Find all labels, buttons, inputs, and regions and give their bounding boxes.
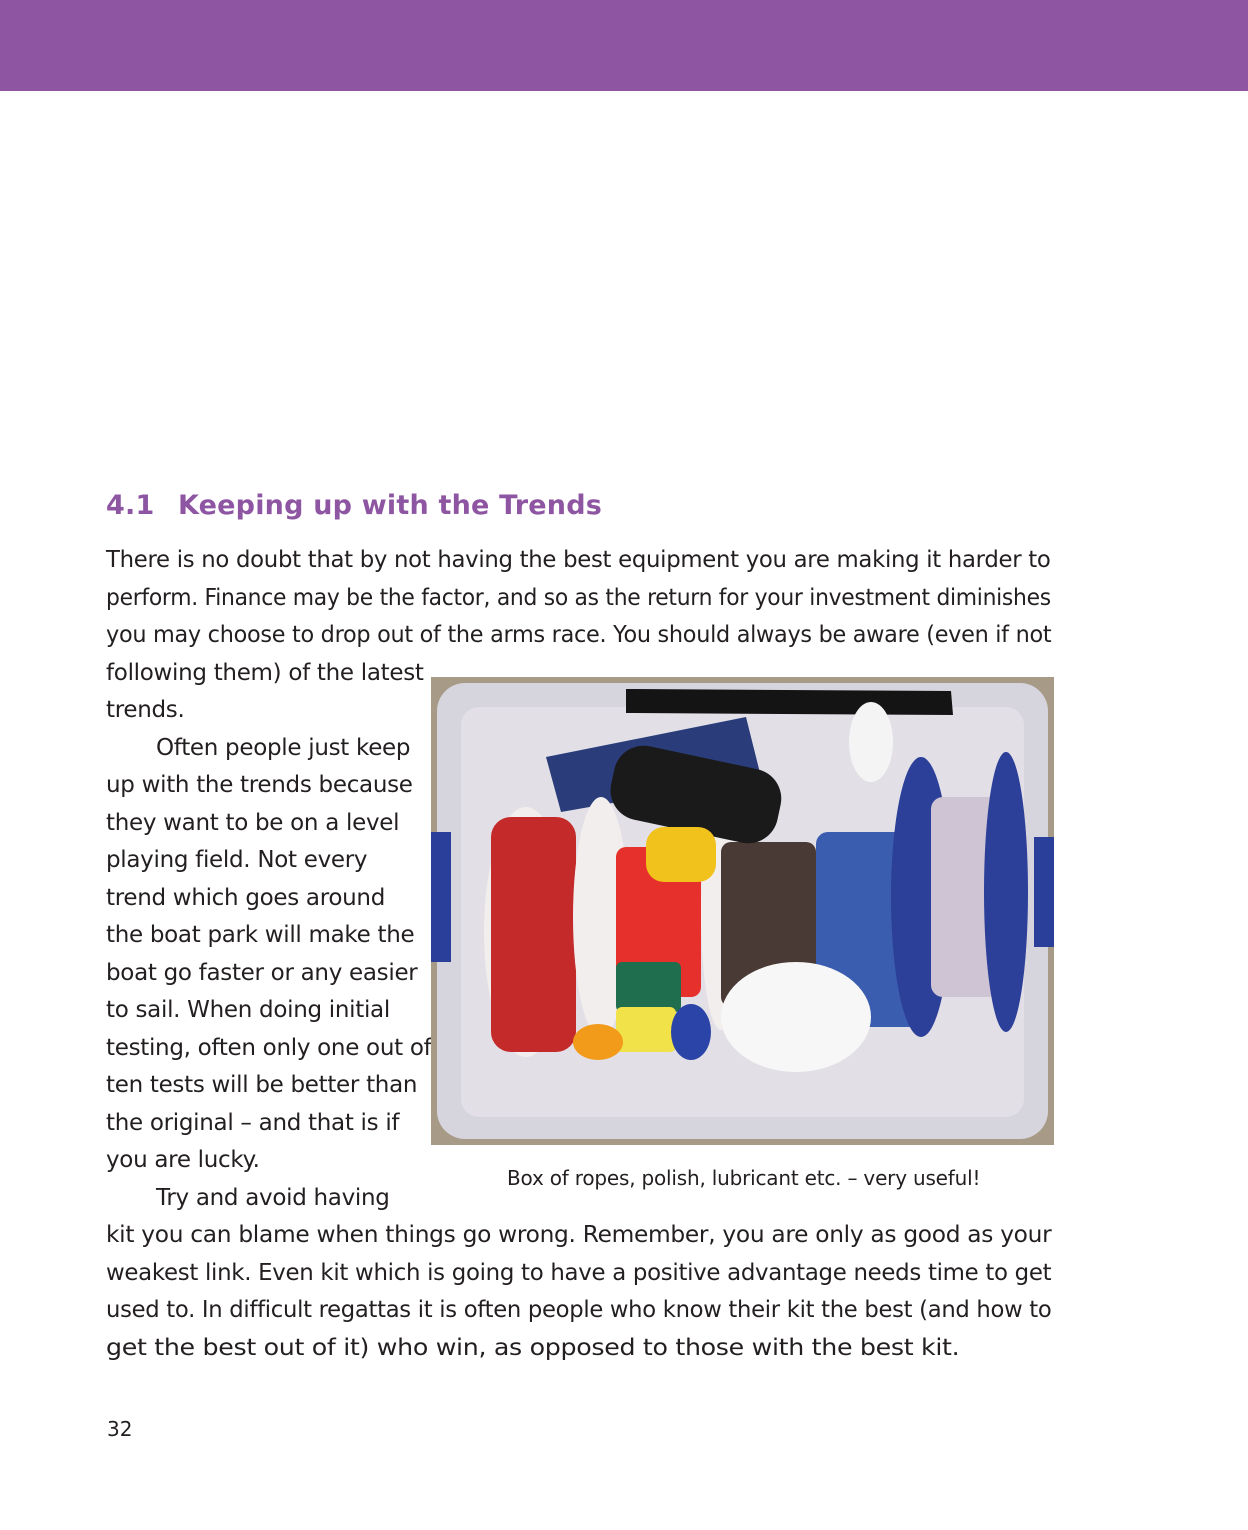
body-line: weakest link. Even kit which is going to have a positive advantage needs time to get [106,1260,1052,1286]
body-line: the boat park will make the [106,922,415,948]
section-heading [106,490,602,521]
body-line: following them) of the latest [106,660,424,686]
body-line: trend which goes around [106,885,386,911]
body-line: the original – and that is if [106,1110,400,1136]
photo-rope-box [431,677,1054,1145]
body-line: you may choose to drop out of the arms race. You should always be aware (even if not [106,622,1052,648]
body-line: kit you can blame when things go wrong. Remember, you are only as good as your [106,1222,1052,1248]
body-line: boat go faster or any easier [106,960,418,986]
header-color-band [0,0,1248,91]
body-line: you are lucky. [106,1147,260,1173]
body-line: trends. [106,697,185,723]
body-line: used to. In difficult regattas it is often people who know their kit the best (and how to [106,1297,1052,1323]
body-line: Try and avoid having [156,1185,390,1211]
body-line: There is no doubt that by not having the best equipment you are making it harder to [106,547,1051,573]
body-line: playing field. Not every [106,847,368,873]
page-number: 32 [107,1417,133,1441]
body-line: testing, often only one out of [106,1035,432,1061]
body-line: ten tests will be better than [106,1072,418,1098]
body-line: they want to be on a level [106,810,400,836]
section-title: Keeping up with the Trends [178,490,603,521]
body-line: Often people just keep [156,735,411,761]
rope-box-illustration [431,677,1054,1145]
figure-caption: Box of ropes, polish, lubricant etc. – very useful! [507,1166,981,1190]
section-number: 4.1 [106,490,155,521]
body-line: up with the trends because [106,772,413,798]
body-line: get the best out of it) who win, as opposed to those with the best kit. [106,1335,960,1361]
body-line: to sail. When doing initial [106,997,390,1023]
body-line: perform. Finance may be the factor, and so as the return for your investment diminishes [106,585,1051,611]
